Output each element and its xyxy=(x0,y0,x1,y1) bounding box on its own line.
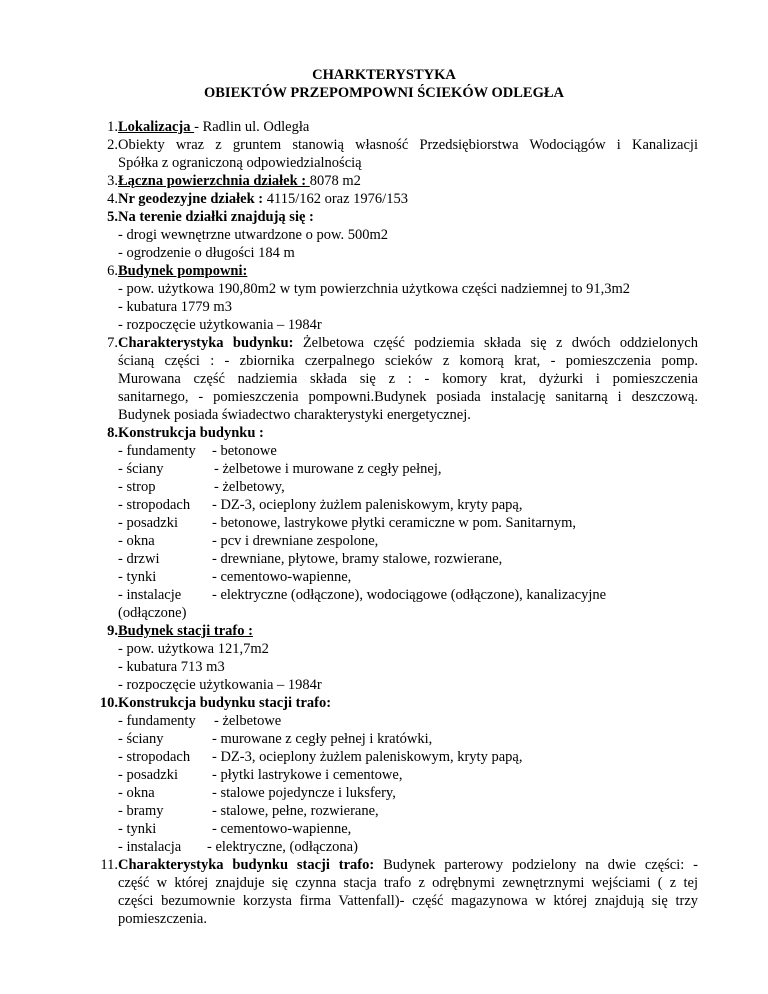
item-3-area xyxy=(118,172,361,190)
construction-key: - ściany xyxy=(118,731,164,747)
construction-key: - tynki xyxy=(118,569,157,585)
document-title-line-1: CHARKTERYSTYKA xyxy=(312,67,456,83)
item-11-line-3: części bezumownie korzysta firma Vattenfall)- część magazynowa w której znajdują się trzy xyxy=(118,893,698,909)
item-6-sub-2: - kubatura 1779 m3 xyxy=(118,299,232,315)
item-label: Charakterystyka budynku: xyxy=(118,335,294,351)
item-6-sub-1: - pow. użytkowa 190,80m2 w tym powierzchnia użytkowa części nadziemnej to 91,3m2 xyxy=(118,281,631,297)
item-number: 7. xyxy=(107,335,118,351)
item-number: 1. xyxy=(107,119,118,135)
item-5-sub-2: - ogrodzenie o długości 184 m xyxy=(118,245,295,261)
item-number: 9. xyxy=(107,623,118,639)
construction-key: - instalacja xyxy=(118,839,182,855)
item-7-line-5: Budynek posiada świadectwo charakterystyki energetycznej. xyxy=(118,407,471,423)
construction-value: - betonowe, lastrykowe płytki ceramiczne w pom. Sanitarnym, xyxy=(212,515,577,531)
construction-key: - bramy xyxy=(118,803,164,819)
item-2-line-1: Obiekty wraz z gruntem stanowią własność Przedsiębiorstwa Wodociągów i Kanalizacji xyxy=(118,137,698,153)
construction-value: - pcv i drewniane zespolone, xyxy=(212,533,379,549)
construction-value: - cementowo-wapienne, xyxy=(212,569,352,585)
item-11-line-4: pomieszczenia. xyxy=(118,911,207,927)
item-number: 6. xyxy=(107,263,118,279)
construction-value: - DZ-3, ocieplony żużlem paleniskowym, kryty papą, xyxy=(212,497,523,513)
item-label: Nr geodezyjne działek : xyxy=(118,191,267,207)
construction-key: - fundamenty xyxy=(118,713,196,729)
item-7-line-4: sanitarnego, - pomieszczenia pompowni.Budynek posiada instalację sanitarną i deszczową. xyxy=(118,389,698,405)
item-text: Budynek parterowy podzielony na dwie części: - xyxy=(374,857,698,873)
item-label: Lokalizacja xyxy=(118,119,195,135)
construction-value: - żelbetowy, xyxy=(214,479,285,495)
construction-value: - elektryczne, (odłączona) xyxy=(207,839,358,855)
construction-value: - stalowe, pełne, rozwierane, xyxy=(212,803,379,819)
construction-key: - strop xyxy=(118,479,156,495)
construction-value: - drewniane, płytowe, bramy stalowe, rozwierane, xyxy=(212,551,503,567)
item-number: 3. xyxy=(107,173,118,189)
item-10-label: Konstrukcja budynku stacji trafo: xyxy=(118,695,332,711)
item-text: - Radlin ul. Odległa xyxy=(194,119,310,135)
construction-value: - DZ-3, ocieplony żużlem paleniskowym, kryty papą, xyxy=(212,749,523,765)
construction-key: - fundamenty xyxy=(118,443,196,459)
construction-value: - stalowe pojedyncze i luksfery, xyxy=(212,785,396,801)
construction-key: - instalacje xyxy=(118,587,182,603)
item-9-sub-1: - pow. użytkowa 121,7m2 xyxy=(118,641,269,657)
construction-value: - betonowe xyxy=(212,443,277,459)
item-number: 11. xyxy=(100,857,118,873)
item-7-line-2: ścianą części : - zbiornika czerpalnego scieków z komorą krat, - pomieszczenia pomp. xyxy=(118,353,698,369)
construction-key: - okna xyxy=(118,785,155,801)
construction-key: - stropodach xyxy=(118,749,191,765)
item-7-line-1 xyxy=(118,334,698,352)
construction-value: - żelbetowe xyxy=(214,713,282,729)
item-number: 10. xyxy=(99,695,118,711)
item-6-label: Budynek pompowni: xyxy=(118,263,248,279)
item-11-line-2: część w której znajduje się czynna stacja trafo z odrębnymi zewnętrznymi wejściami ( z tej xyxy=(118,875,698,891)
construction-value: - cementowo-wapienne, xyxy=(212,821,352,837)
construction-key: - posadzki xyxy=(118,515,178,531)
construction-key: - stropodach xyxy=(118,497,191,513)
item-label: Charakterystyka budynku stacji trafo: xyxy=(118,857,375,873)
construction-key: - ściany xyxy=(118,461,164,477)
item-number: 8. xyxy=(107,425,118,441)
item-9-label: Budynek stacji trafo : xyxy=(118,623,253,639)
item-number: 4. xyxy=(107,191,118,207)
item-9-sub-3: - rozpoczęcie użytkowania – 1984r xyxy=(118,677,322,693)
item-4-parcels xyxy=(118,190,408,208)
construction-key: - posadzki xyxy=(118,767,178,783)
item-8-label: Konstrukcja budynku : xyxy=(118,425,264,441)
item-text: Żelbetowa część podziemia składa się z dwóch oddzielonych xyxy=(293,335,698,351)
item-5-label: Na terenie działki znajdują się : xyxy=(118,209,314,225)
construction-value-continued: (odłączone) xyxy=(118,605,187,621)
item-1-location xyxy=(118,118,309,136)
construction-value: - murowane z cegły pełnej i kratówki, xyxy=(212,731,433,747)
item-9-sub-2: - kubatura 713 m3 xyxy=(118,659,225,675)
construction-value: - płytki lastrykowe i cementowe, xyxy=(212,767,403,783)
construction-key: - drzwi xyxy=(118,551,160,567)
item-11-line-1 xyxy=(118,856,698,874)
item-7-line-3: Murowana część nadziemia składa się z : - komory krat, dyżurki i pomieszczenia xyxy=(118,371,698,387)
construction-key: - okna xyxy=(118,533,155,549)
item-6-sub-3: - rozpoczęcie użytkowania – 1984r xyxy=(118,317,322,333)
construction-key: - tynki xyxy=(118,821,157,837)
item-5-sub-1: - drogi wewnętrzne utwardzone o pow. 500m2 xyxy=(118,227,389,243)
construction-value: - elektryczne (odłączone), wodociągowe (odłączone), kanalizacyjne xyxy=(212,587,607,603)
item-number: 2. xyxy=(107,137,118,153)
item-label: Łączna powierzchnia działek : xyxy=(118,173,310,189)
item-number: 5. xyxy=(107,209,118,225)
construction-value: - żelbetowe i murowane z cegły pełnej, xyxy=(214,461,442,477)
item-text: 4115/162 oraz 1976/153 xyxy=(266,191,408,207)
document-title-line-2: OBIEKTÓW PRZEPOMPOWNI ŚCIEKÓW ODLEGŁA xyxy=(203,85,564,101)
item-text: 8078 m2 xyxy=(309,173,361,189)
item-2-line-2: Spółka z ograniczoną odpowiedzialnością xyxy=(118,155,362,171)
